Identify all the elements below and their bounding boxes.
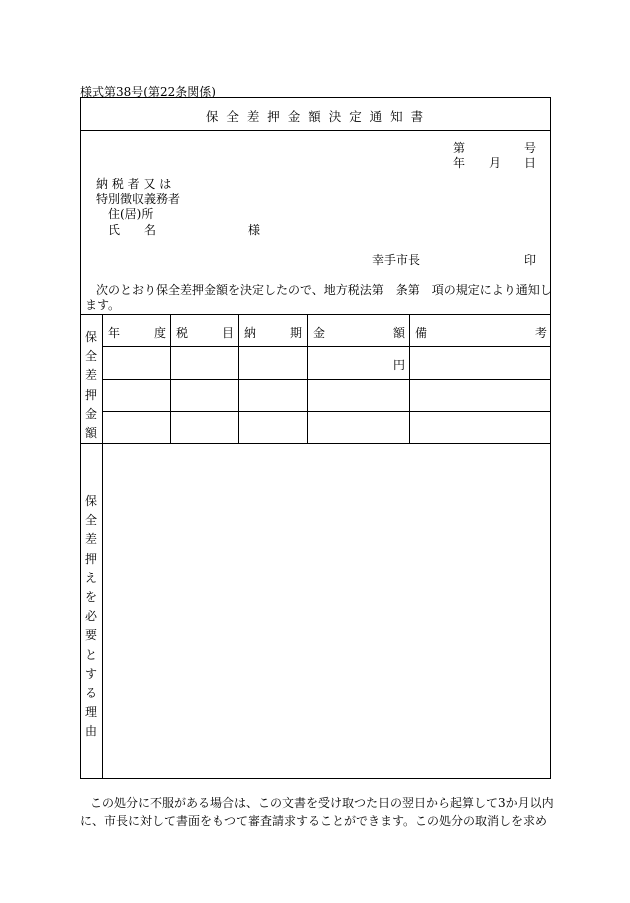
header-amount-2: 額: [393, 326, 406, 340]
reason-label-char: 保: [84, 494, 97, 508]
header-item-1: 税: [176, 326, 189, 340]
notice-line1: この処分に不服がある場合は、この文書を受け取つた日の翌日から起算して3か月以内: [90, 796, 554, 810]
honorific: 様: [248, 223, 261, 237]
reason-label-char: 全: [84, 513, 97, 528]
date-month: 月: [489, 156, 502, 170]
amount-label-char: 額: [84, 426, 97, 441]
reason-label-char: を: [84, 590, 97, 605]
document-number-suffix: 号: [524, 141, 537, 155]
header-period-1: 納: [244, 326, 257, 340]
name-label: 氏 名: [108, 223, 157, 237]
amount-section-label: [80, 328, 102, 443]
address-label: 住(居)所: [108, 207, 154, 221]
amount-section-top: [80, 314, 551, 315]
header-item-2: 目: [222, 326, 235, 340]
addressee-line1: 納 税 者 又 は: [96, 177, 172, 191]
issuer-name: 幸手市長: [372, 253, 421, 267]
amount-label-char: 押: [84, 387, 97, 402]
body-text-line2: ます。: [85, 298, 121, 312]
header-amount-1: 金: [313, 326, 326, 340]
reason-label-char: る: [84, 686, 97, 701]
form-label: 様式第38号(第22条関係): [80, 85, 216, 99]
amount-label-char: 全: [84, 349, 97, 364]
col-divider-amount: [307, 314, 308, 443]
header-period-2: 期: [290, 326, 303, 340]
col-divider-period: [238, 314, 239, 443]
date-day: 日: [524, 156, 537, 170]
notice-line2: に、市長に対して書面をもつて審査請求することができます。この処分の取消しを求め: [80, 814, 548, 828]
body-text-line1: 次のとおり保全差押金額を決定したので、地方税法第 条第 項の規定により通知し: [96, 283, 552, 297]
reason-label-char: 由: [84, 724, 97, 739]
header-year-1: 年: [108, 326, 121, 340]
date-year: 年: [453, 156, 466, 170]
amount-label-char: 保: [84, 330, 97, 344]
header-remarks-1: 備: [415, 326, 428, 340]
header-remarks-2: 考: [535, 326, 548, 340]
document-title: 保 全 差 押 金 額 決 定 通 知 書: [205, 109, 426, 124]
reason-label-char: と: [84, 647, 97, 662]
reason-label-char: 要: [84, 628, 97, 643]
reason-section-label: [80, 492, 102, 742]
amount-label-char: 金: [84, 406, 97, 421]
currency-unit: 円: [393, 358, 406, 372]
reason-label-char: 押: [84, 551, 97, 566]
reason-label-char: す: [84, 666, 97, 681]
reason-label-char: 必: [84, 609, 97, 624]
amount-label-char: 差: [84, 368, 97, 383]
title-divider: [80, 130, 551, 131]
addressee-line2: 特別徴収義務者: [96, 192, 181, 206]
reason-label-char: え: [84, 570, 97, 585]
col-divider-remarks: [409, 314, 410, 443]
issuer-seal: 印: [524, 253, 537, 267]
reason-text-area[interactable]: [103, 444, 550, 778]
reason-label-char: 差: [84, 532, 97, 547]
document-number-prefix: 第: [453, 141, 466, 155]
reason-label-char: 理: [84, 705, 97, 720]
header-year-2: 度: [154, 326, 167, 340]
col-divider-item: [170, 314, 171, 443]
